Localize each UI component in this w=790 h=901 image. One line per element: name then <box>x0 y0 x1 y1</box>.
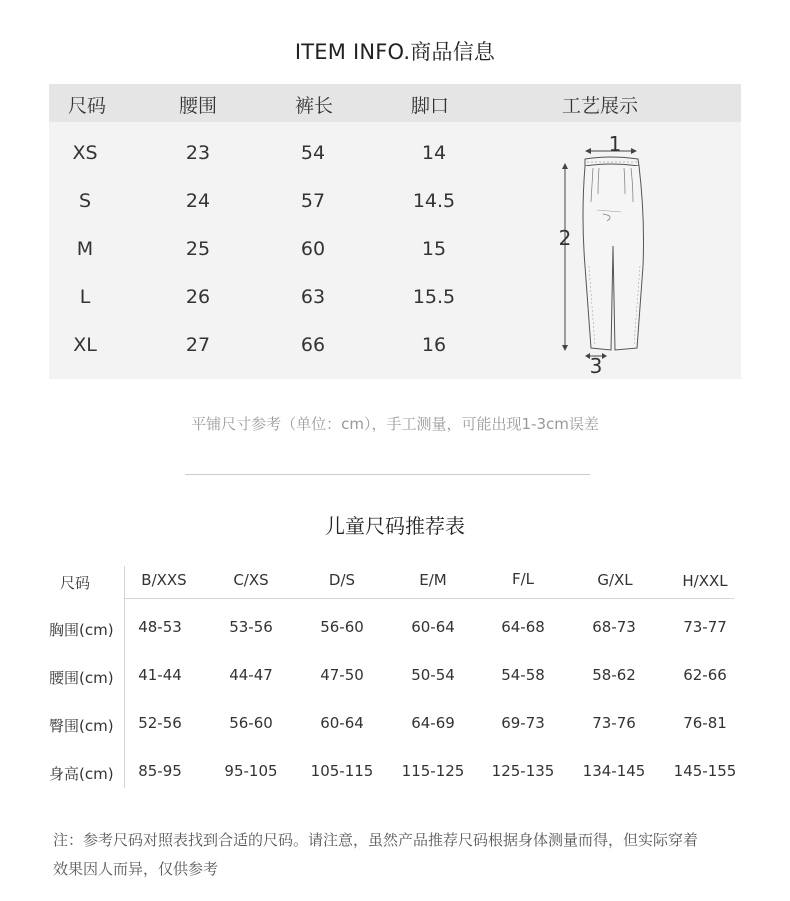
table-cell: 85-95 <box>138 762 182 780</box>
table-cell: 60-64 <box>411 618 455 636</box>
row-label-waist: 腰围(cm) <box>49 669 114 687</box>
size-header: H/XXL <box>682 572 728 590</box>
row-label-hip: 臀围(cm) <box>49 717 114 735</box>
table-cell: 64-69 <box>411 714 455 732</box>
table-cell: 44-47 <box>229 666 273 684</box>
pants-measurement-diagram <box>545 126 665 378</box>
header-waist: 腰围 <box>178 95 218 117</box>
table-cell: 58-62 <box>592 666 636 684</box>
size-cell: S <box>78 190 92 212</box>
table-horizontal-divider <box>124 598 734 599</box>
table-cell: 41-44 <box>138 666 182 684</box>
label-3: 3 <box>589 354 603 378</box>
waist-cell: 26 <box>185 286 211 308</box>
row-label-height: 身高(cm) <box>49 765 114 783</box>
disclaimer-line-2: 效果因人而异，仅供参考 <box>53 860 219 878</box>
size-header: C/XS <box>233 571 269 589</box>
label-2: 2 <box>558 226 572 250</box>
table-cell: 50-54 <box>411 666 455 684</box>
table-cell: 47-50 <box>320 666 364 684</box>
table-cell: 115-125 <box>401 762 465 780</box>
hem-cell: 15.5 <box>412 286 456 308</box>
table-cell: 60-64 <box>320 714 364 732</box>
length-cell: 54 <box>300 142 326 164</box>
table-vertical-divider <box>124 566 125 788</box>
hem-cell: 14 <box>421 142 447 164</box>
table-cell: 105-115 <box>310 762 374 780</box>
length-cell: 60 <box>300 238 326 260</box>
header-length: 裤长 <box>294 95 334 117</box>
waist-cell: 23 <box>185 142 211 164</box>
item-info-title: ITEM INFO.商品信息 <box>294 40 496 64</box>
table-cell: 69-73 <box>501 714 545 732</box>
size-header: D/S <box>328 571 356 589</box>
waist-cell: 24 <box>185 190 211 212</box>
table-cell: 56-60 <box>229 714 273 732</box>
size-header: F/L <box>511 570 535 588</box>
table-cell: 95-105 <box>224 762 278 780</box>
table-cell: 62-66 <box>683 666 727 684</box>
table-cell: 134-145 <box>582 762 646 780</box>
table-cell: 48-53 <box>138 618 182 636</box>
table-cell: 73-77 <box>683 618 727 636</box>
disclaimer-line-1: 注：参考尺码对照表找到合适的尺码。请注意，虽然产品推荐尺码根据身体测量而得，但实际穿着 <box>53 831 699 849</box>
size-cell: XS <box>72 142 98 164</box>
length-cell: 57 <box>300 190 326 212</box>
table-cell: 73-76 <box>592 714 636 732</box>
table-cell: 64-68 <box>501 618 545 636</box>
hem-cell: 14.5 <box>412 190 456 212</box>
length-cell: 63 <box>300 286 326 308</box>
table-cell: 68-73 <box>592 618 636 636</box>
waist-cell: 25 <box>185 238 211 260</box>
table-cell: 145-155 <box>673 762 737 780</box>
row-label-chest: 胸围(cm) <box>49 621 114 639</box>
size-header: B/XXS <box>141 571 187 589</box>
table-cell: 52-56 <box>138 714 182 732</box>
table-cell: 54-58 <box>501 666 545 684</box>
section-divider <box>185 474 590 475</box>
label-1: 1 <box>608 132 622 156</box>
hem-cell: 15 <box>421 238 447 260</box>
header-craft: 工艺展示 <box>561 95 639 117</box>
size-cell: M <box>76 238 94 260</box>
table-cell: 53-56 <box>229 618 273 636</box>
measurement-note: 平铺尺寸参考（单位：cm），手工测量，可能出现1-3cm误差 <box>191 415 599 433</box>
corner-label: 尺码 <box>60 574 91 592</box>
table-cell: 56-60 <box>320 618 364 636</box>
table-cell: 76-81 <box>683 714 727 732</box>
size-header: E/M <box>419 571 447 589</box>
kids-size-title: 儿童尺码推荐表 <box>325 514 465 538</box>
hem-cell: 16 <box>421 334 447 356</box>
size-cell: L <box>79 286 91 308</box>
header-hem: 脚口 <box>410 95 450 117</box>
size-header: G/XL <box>597 571 633 589</box>
length-cell: 66 <box>300 334 326 356</box>
disclaimer-note <box>53 826 753 884</box>
table-cell: 125-135 <box>491 762 555 780</box>
waist-cell: 27 <box>185 334 211 356</box>
size-cell: XL <box>73 334 97 356</box>
header-size: 尺码 <box>67 95 107 117</box>
